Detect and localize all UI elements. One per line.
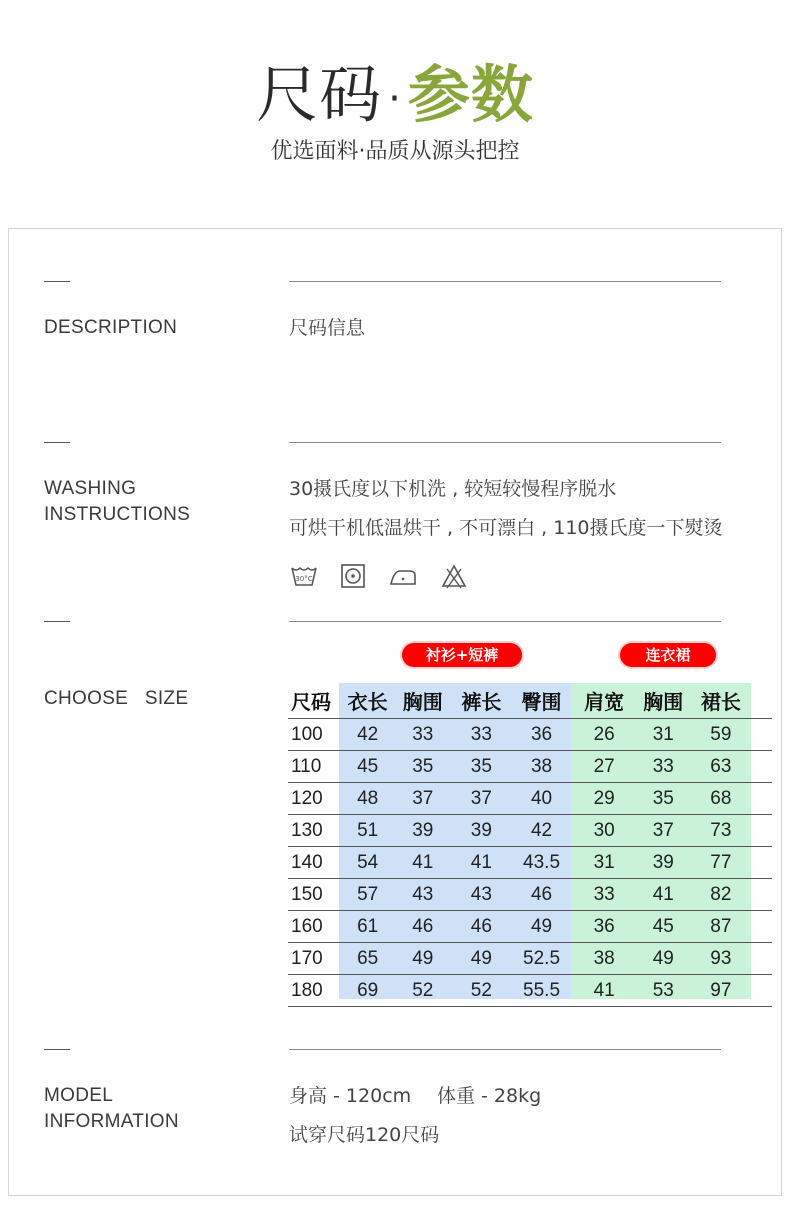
measure-cell: 73 — [691, 815, 752, 847]
measure-cell: 26 — [572, 719, 636, 751]
col-header: 肩宽 — [584, 690, 625, 714]
measure-cell: 33 — [452, 719, 511, 751]
measure-cell: 57 — [342, 879, 394, 911]
measure-cell: 54 — [342, 847, 394, 879]
col-header: 衣长 — [347, 690, 388, 714]
measure-cell: 51 — [342, 815, 394, 847]
title-dot: · — [388, 75, 402, 122]
size-cell: 160 — [288, 911, 342, 943]
col-header: 尺码 — [291, 690, 331, 714]
measure-cell: 40 — [511, 783, 573, 815]
size-cell: 100 — [288, 719, 342, 751]
measure-cell: 52.5 — [511, 943, 573, 975]
measure-cell: 31 — [572, 847, 636, 879]
measure-cell: 29 — [572, 783, 636, 815]
col-header: 胸围 — [402, 690, 443, 714]
measure-cell: 41 — [572, 975, 636, 1007]
measure-cell: 42 — [342, 719, 394, 751]
iron-low-icon — [388, 563, 418, 589]
section-dash — [44, 442, 70, 443]
measure-cell: 46 — [511, 879, 573, 911]
table-row — [288, 719, 772, 751]
measure-cell: 42 — [511, 815, 573, 847]
page-title — [0, 55, 790, 139]
measure-cell: 35 — [393, 751, 452, 783]
section-divider — [289, 621, 721, 622]
washing-label-line1: WASHING — [44, 478, 137, 499]
measure-cell: 61 — [342, 911, 394, 943]
measure-cell: 31 — [636, 719, 691, 751]
col-header: 胸围 — [643, 690, 684, 714]
size-cell: 130 — [288, 815, 342, 847]
measure-cell: 52 — [452, 975, 511, 1007]
size-cell: 170 — [288, 943, 342, 975]
section-divider — [289, 442, 721, 443]
measure-cell: 63 — [691, 751, 752, 783]
table-row — [288, 943, 772, 975]
tumble-dry-low-icon — [340, 563, 366, 589]
size-cell: 110 — [288, 751, 342, 783]
measure-cell: 41 — [452, 847, 511, 879]
table-pad — [751, 683, 772, 719]
size-cell: 150 — [288, 879, 342, 911]
measure-cell: 37 — [636, 815, 691, 847]
measure-cell: 33 — [636, 751, 691, 783]
table-row — [288, 879, 772, 911]
size-table — [288, 683, 772, 1007]
measure-cell: 33 — [393, 719, 452, 751]
table-pad — [751, 783, 772, 815]
measure-cell: 87 — [691, 911, 752, 943]
measure-cell: 46 — [452, 911, 511, 943]
measure-cell: 39 — [452, 815, 511, 847]
shirt-shorts-badge: 衬衫+短裤 — [402, 643, 522, 667]
measure-cell: 41 — [636, 879, 691, 911]
size-label: CHOOSE SIZE — [44, 688, 189, 709]
table-pad — [751, 975, 772, 1007]
measure-cell: 49 — [452, 943, 511, 975]
table-pad — [751, 751, 772, 783]
table-row — [288, 751, 772, 783]
description-label: DESCRIPTION — [44, 317, 178, 338]
col-header: 裙长 — [700, 690, 741, 714]
wash-temp-text: 30°C — [295, 575, 313, 583]
table-pad — [751, 847, 772, 879]
measure-cell: 35 — [636, 783, 691, 815]
size-table-wrap — [288, 646, 772, 1001]
title-part2: 参数 — [407, 58, 534, 131]
measure-cell: 36 — [511, 719, 573, 751]
measure-cell: 39 — [636, 847, 691, 879]
model-height: 身高 - 120cm — [289, 1085, 412, 1107]
page-subtitle: 优选面料·品质从源头把控 — [270, 139, 520, 164]
measure-cell: 49 — [393, 943, 452, 975]
measure-cell: 48 — [342, 783, 394, 815]
measure-cell: 43 — [452, 879, 511, 911]
measure-cell: 45 — [342, 751, 394, 783]
measure-cell: 49 — [511, 911, 573, 943]
measure-cell: 33 — [572, 879, 636, 911]
measure-cell: 97 — [691, 975, 752, 1007]
size-cell: 180 — [288, 975, 342, 1007]
measure-cell: 27 — [572, 751, 636, 783]
measure-cell: 59 — [691, 719, 752, 751]
table-row — [288, 911, 772, 943]
model-weight: 体重 - 28kg — [437, 1085, 542, 1107]
measure-cell: 37 — [452, 783, 511, 815]
measure-cell: 82 — [691, 879, 752, 911]
table-pad — [751, 719, 772, 751]
washing-line2: 可烘干机低温烘干 , 不可漂白 , 110摄氏度一下熨烫 — [289, 517, 723, 539]
measure-cell: 43.5 — [511, 847, 573, 879]
measure-cell: 49 — [636, 943, 691, 975]
table-pad — [751, 911, 772, 943]
measure-cell: 68 — [691, 783, 752, 815]
measure-cell: 38 — [511, 751, 573, 783]
size-cell: 120 — [288, 783, 342, 815]
table-row — [288, 783, 772, 815]
measure-cell: 65 — [342, 943, 394, 975]
measure-cell: 55.5 — [511, 975, 573, 1007]
section-dash — [44, 621, 70, 622]
measure-cell: 41 — [393, 847, 452, 879]
col-header: 臀围 — [521, 690, 562, 714]
care-icons — [290, 563, 468, 589]
section-divider — [289, 1049, 721, 1050]
measure-cell: 30 — [572, 815, 636, 847]
measure-cell: 43 — [393, 879, 452, 911]
measure-cell: 77 — [691, 847, 752, 879]
washing-line1: 30摄氏度以下机洗 , 较短较慢程序脱水 — [289, 478, 617, 500]
measure-cell: 35 — [452, 751, 511, 783]
washing-label-line2: INSTRUCTIONS — [44, 504, 191, 525]
no-bleach-icon — [440, 563, 468, 589]
col-header: 裤长 — [461, 690, 502, 714]
table-pad — [751, 879, 772, 911]
title-part1: 尺码 — [256, 58, 383, 131]
section-divider — [289, 281, 721, 282]
measure-cell: 69 — [342, 975, 394, 1007]
wash-30-icon — [290, 563, 318, 589]
section-dash — [44, 281, 70, 282]
measure-cell: 53 — [636, 975, 691, 1007]
table-row — [288, 815, 772, 847]
section-dash — [44, 1049, 70, 1050]
table-row — [288, 847, 772, 879]
model-fitting-size: 试穿尺码120尺码 — [289, 1124, 440, 1146]
table-header-row — [288, 683, 772, 719]
model-label-line1: MODEL — [44, 1085, 114, 1106]
measure-cell: 93 — [691, 943, 752, 975]
description-value: 尺码信息 — [289, 317, 366, 339]
measure-cell: 39 — [393, 815, 452, 847]
table-pad — [751, 943, 772, 975]
measure-cell: 38 — [572, 943, 636, 975]
measure-cell: 52 — [393, 975, 452, 1007]
measure-cell: 46 — [393, 911, 452, 943]
measure-cell: 36 — [572, 911, 636, 943]
dress-badge: 连衣裙 — [620, 643, 716, 667]
measure-cell: 45 — [636, 911, 691, 943]
measure-cell: 37 — [393, 783, 452, 815]
model-label-line2: INFORMATION — [44, 1111, 179, 1132]
table-row — [288, 975, 772, 1007]
table-pad — [751, 815, 772, 847]
size-cell: 140 — [288, 847, 342, 879]
